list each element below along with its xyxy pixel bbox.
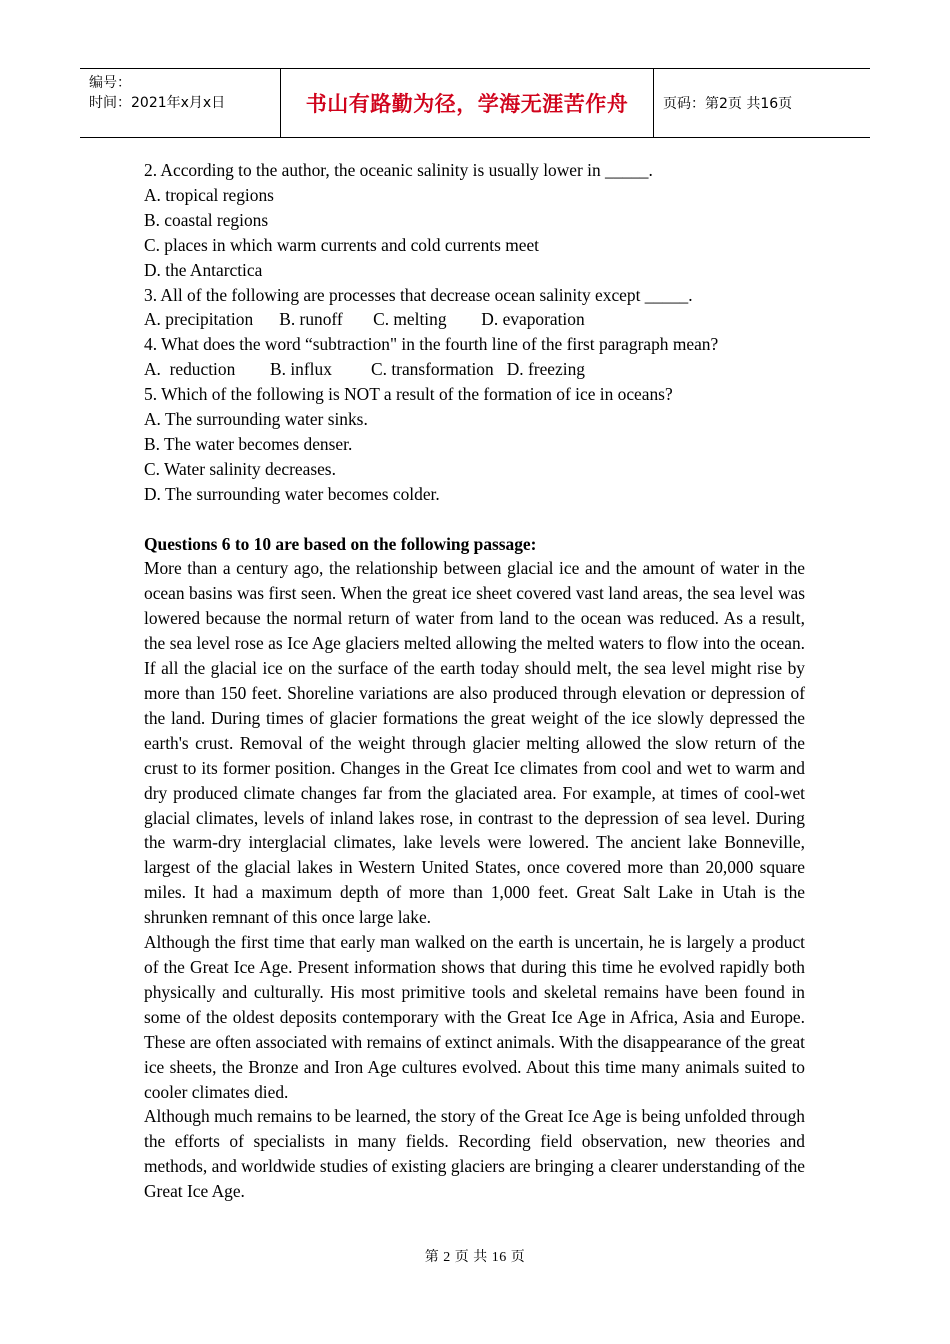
question-line: A. The surrounding water sinks. (144, 409, 368, 430)
question-line: A. tropical regions (144, 184, 274, 205)
question-line: A. reduction B. influx C. transformation D. freezing (144, 359, 585, 380)
page-header (80, 68, 870, 138)
document-body (144, 158, 805, 1204)
question-line: 4. What does the word “subtraction" in the fourth line of the first paragraph mean? (144, 334, 719, 355)
spacer (144, 507, 805, 532)
question-line: B. The water becomes denser. (144, 433, 353, 454)
question-line: 2. According to the author, the oceanic salinity is usually lower in _____. (144, 160, 653, 180)
code-label: 编号： (89, 75, 131, 91)
question-line: B. coastal regions (144, 209, 269, 230)
passage-paragraph: Although the first time that early man walked on the earth is uncertain, he is largely a product of the Great Ice Age. Present information shows that during this time he evolved rapidly both physically and culturally. His most primitive tools and skeletal remains have been found in some of the oldest deposits contemporary with the Great Ice Age in Africa, Asia and Europe. These are often associated with remains of extinct animals. With the disappearance of the great ice sheets, the Bronze and Iron Age cultures evolved. About this time many animals suited to cooler climates died. (144, 932, 806, 1102)
header-meta (80, 69, 281, 137)
question-line: 3. All of the following are processes that decrease ocean salinity except _____. (144, 284, 693, 305)
question-line: D. The surrounding water becomes colder. (144, 483, 440, 504)
header-page-info: 页码：第2页 共16页 (663, 96, 793, 112)
question-line: A. precipitation B. runoff C. melting D. evaporation (144, 309, 585, 330)
passage-paragraph: Although much remains to be learned, the story of the Great Ice Age is being unfolded through the efforts of specialists in many fields. Recording field observation, new theories and methods, and worldwide studies of existing glaciers are bringing a clearer understanding of the Great Ice Age. (144, 1106, 805, 1202)
passage-heading: Questions 6 to 10 are based on the following passage: (144, 533, 537, 554)
question-line: C. places in which warm currents and cold currents meet (144, 234, 540, 255)
header-motto: 书山有路勤为径，学海无涯苦作舟 (281, 69, 654, 137)
question-line: C. Water salinity decreases. (144, 458, 336, 479)
question-line: 5. Which of the following is NOT a result of the formation of ice in oceans? (144, 384, 673, 405)
time-label: 时间：2021年x月x日 (89, 95, 226, 111)
question-line: D. the Antarctica (144, 259, 263, 280)
page-footer: 第 2 页 共 16 页 (424, 1250, 526, 1265)
passage-paragraph: More than a century ago, the relationship between glacial ice and the amount of water in the ocean basins was first seen. When the great ice sheet covered vast land areas, the sea level was lowered because the normal return of water from land to the ocean was reduced. As a result, the sea level rose as Ice Age glaciers melted allowing the melted waters to flow into the ocean. If all the glacial ice on the surface of the earth today should melt, the sea level might rise by more than 150 feet. Shoreline variations are also produced through elevation or depression of the land. During times of glacier formations the great weight of the ice slowly depressed the earth's crust. Removal of the weight through glacier melting allowed the slow return of the crust to its former position. Changes in the Great Ice climates from cool and wet to warm and dry produced climate changes far from the glaciated area. For example, at times of cool-wet glacial climates, levels of inland lakes rose, in contrast to the depression of sea level. During the warm-dry interglacial climates, lake levels were lowered. The ancient lake Bonneville, largest of the glacial lakes in Western United States, once covered more than 20,000 square miles. It had a maximum depth of more than 1,000 feet. Great Salt Lake in Utah is the shrunken remnant of this once large lake. (144, 558, 805, 928)
